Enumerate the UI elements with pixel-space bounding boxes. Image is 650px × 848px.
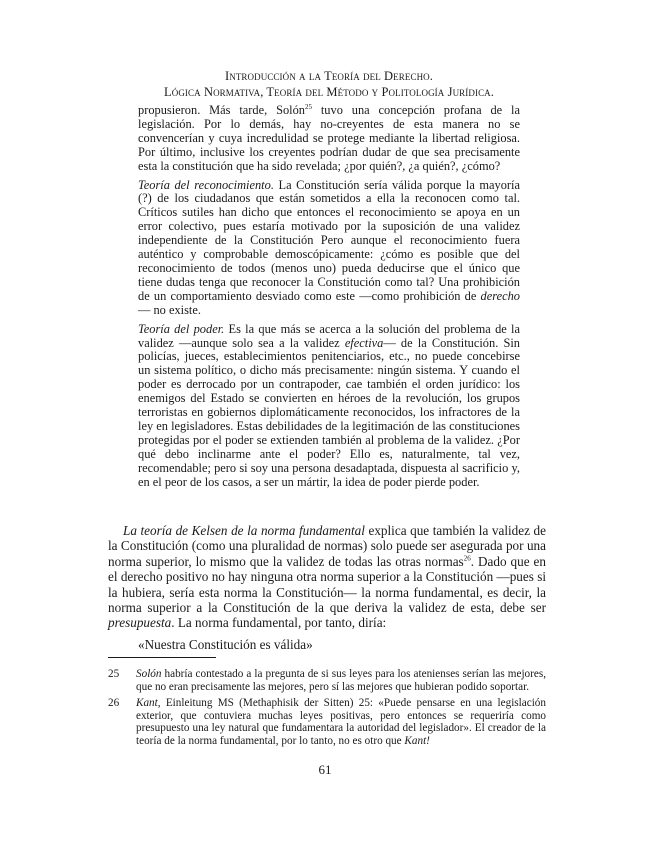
footnote-ref-26[interactable]: 26 [463, 554, 471, 563]
paragraph-kelsen: La teoría de Kelsen de la norma fundamental explica que también la validez de la Constitución (como una pluralidad de normas) solo puede ser asegurada por una norma superior, lo mismo que la validez de todas las otras normas$^{26}$. Dado que en el derecho positivo no hay ninguna otra norma superior a la Constitución —pues si la hubiera, sería esta norma la Constitución— la norma fundamental, es decir, la norma superior a la Constitución de la que deriva la validez de esta, debe ser presupuesta. La norma fundamental, por tanto, diría: [108, 523, 546, 631]
kelsen-title: La teoría de Kelsen de la norma fundamental [123, 523, 365, 538]
footnote-ref-25[interactable]: 25 [305, 102, 312, 111]
section-title-recognition: Teoría del reconocimiento. [138, 177, 274, 192]
footnote-separator [108, 657, 216, 658]
paragraph-recognition-theory: Teoría del reconocimiento. La Constitución sería válida porque la mayoría (?) de los ciudadanos que están sometidos a ella la reconocen como tal. Críticos sutiles han dicho que entonces el reconocimiento se apoya en un error colectivo, pues estaría motivado por la suposición de una validez independiente de la Constitución Pero aunque el reconocimiento fuera auténtico y comprobable demoscópicamente: ¿cómo es posible que del reconocimiento de todos (menos uno) pueda deducirse que el único que tiene dudas tenga que reconocer la Constitución como tal? Una prohibición de un comportamiento desviado como este —como prohibición de derecho— no existe. [138, 177, 520, 317]
footnote-text: Kant, Einleitung MS (Methaphisik der Sitten) 25: «Puede pensarse en una legislación exterior, que contuviera muchas leyes positivas, pero entonces se requeriría como presupuesto una ley natural que fundamentara la autoridad del legislador». El creador de la teoría de la norma fundamental, por lo tanto, no es otro que Kant! [136, 697, 546, 747]
footnote-26 [108, 697, 546, 747]
footnote-25 [108, 668, 546, 693]
main-section [108, 523, 546, 631]
running-header [104, 68, 554, 100]
footnote-number: 26 [108, 697, 120, 709]
footnote-text: Solón habría contestado a la pregunta de si sus leyes para los atenienses serían las mejores, que no eran precisamente las mejores, pero sí las mejores que hubieran podido soportar. [136, 668, 546, 693]
section-title-power: Teoría del poder. [138, 321, 225, 336]
paragraph-revelation: propusieron. Más tarde, Solón$^{25}$ tuvo una concepción profana de la legislación. Por lo demás, hay no-creyentes de esta manera no se convencerían y cuya incredulidad se protege mediante la libertad religiosa. Por último, inclusive los creyentes podrían dudar de que sea precisamente esta la constitución que ha sido revelada; ¿por quién?, ¿a quién?, ¿cómo? [138, 102, 520, 173]
indented-section [138, 104, 520, 494]
block-quote: «Nuestra Constitución es válida» [138, 637, 313, 652]
page-number: 61 [318, 762, 332, 777]
header-line-2: Lógica Normativa, Teoría del Método y Politología Jurídica. [163, 85, 494, 99]
footnote-number: 25 [108, 668, 120, 680]
paragraph-power-theory: Teoría del poder. Es la que más se acerca a la solución del problema de la validez —aunque solo sea a la validez efectiva— de la Constitución. Sin policías, jueces, establecimientos penitenciarios, etc., no puede concebirse un sistema político, o dicho más precisamente: ningún sistema. Y cuando el poder es derrocado por un contrapoder, cae también el orden jurídico: los enemigos del Estado se convierten en héroes de la revolución, los grupos terroristas en gobiernos diplomáticamente reconocidos, los infractores de la ley en legisladores. Estas debilidades de la legitimación de las constituciones protegidas por el poder se extienden también al problema de la validez. ¿Por qué debo inclinarme ante el poder? Ello es, naturalmente, tal vez, recomendable; pero si soy una persona desadaptada, dispuesta al sacrificio y, en el peor de los casos, a ser un mártir, la idea de poder pierde poder. [138, 321, 520, 489]
header-line-1: Introducción a la Teoría del Derecho. [224, 69, 434, 83]
